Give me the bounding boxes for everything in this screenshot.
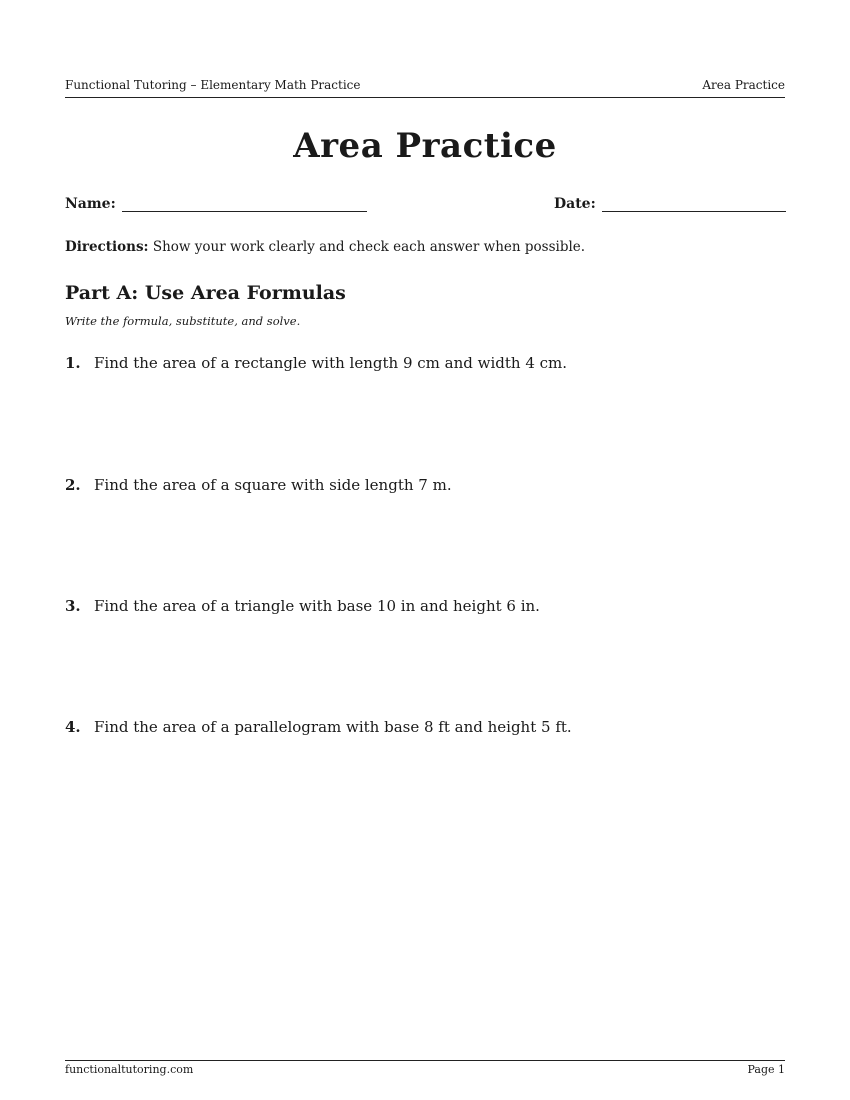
problem-text: Find the area of a parallelogram with base 8 ft and height 5 ft. (94, 718, 572, 736)
header-course-title: Functional Tutoring – Elementary Math Practice (65, 78, 361, 92)
problem-number: 1. (65, 354, 81, 372)
problem-3 (65, 597, 540, 615)
page-header (65, 78, 785, 98)
page-footer (65, 1060, 785, 1076)
problem-number: 4. (65, 718, 81, 736)
problem-4 (65, 718, 572, 736)
problem-text: Find the area of a rectangle with length 9 cm and width 4 cm. (94, 354, 568, 372)
name-field (65, 196, 367, 212)
directions-text: Show your work clearly and check each answer when possible. (152, 239, 586, 255)
problem-number: 2. (65, 476, 81, 494)
part-a-heading: Part A: Use Area Formulas (65, 282, 346, 304)
problem-number: 3. (65, 597, 81, 615)
directions (65, 239, 585, 255)
problem-1 (65, 354, 567, 372)
date-label: Date: (554, 196, 596, 212)
problem-2 (65, 476, 452, 494)
date-blank-line[interactable] (602, 197, 786, 212)
date-field (554, 196, 786, 212)
name-blank-line[interactable] (122, 197, 367, 212)
footer-page-number: Page 1 (747, 1063, 785, 1076)
page-title: Area Practice (293, 126, 557, 166)
directions-label: Directions: (65, 239, 149, 255)
problem-text: Find the area of a square with side length 7 m. (94, 476, 452, 494)
name-label: Name: (65, 196, 116, 212)
header-worksheet-title: Area Practice (702, 78, 785, 92)
footer-website: functionaltutoring.com (65, 1063, 194, 1076)
part-a-instructions: Write the formula, substitute, and solve. (65, 314, 301, 328)
problem-text: Find the area of a triangle with base 10 in and height 6 in. (94, 597, 540, 615)
